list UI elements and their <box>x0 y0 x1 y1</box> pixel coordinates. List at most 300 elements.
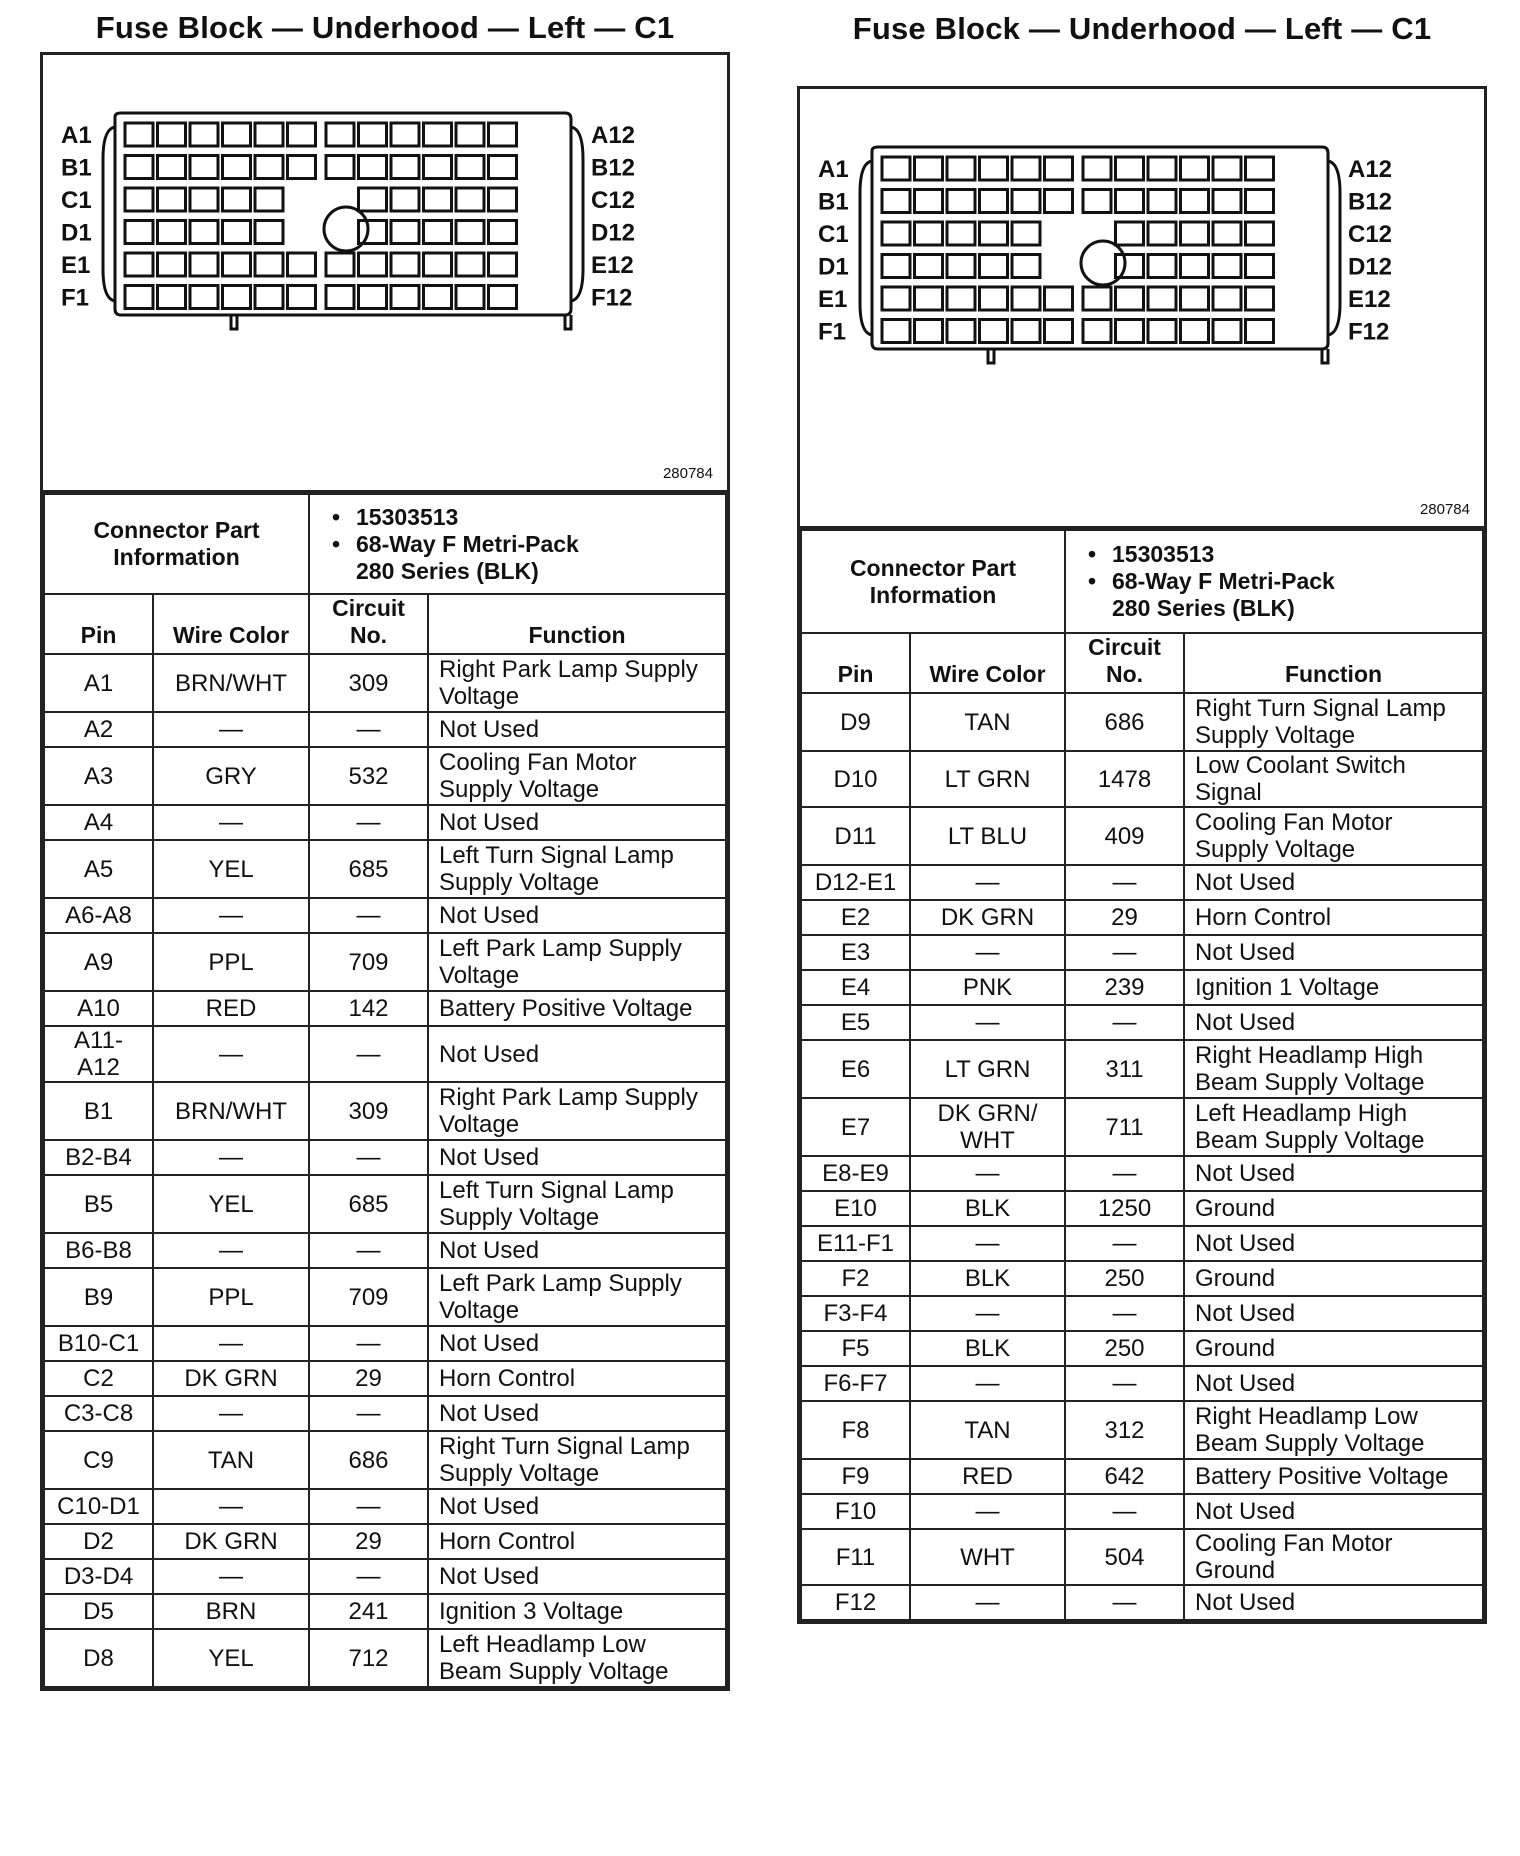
table-row <box>801 1529 1483 1585</box>
right-connector-panel <box>797 0 1487 1856</box>
table-row <box>44 1082 726 1140</box>
pin-cavity <box>882 222 910 245</box>
function-cell: Ignition 3 Voltage <box>428 1594 726 1629</box>
pin-cavity <box>947 287 975 310</box>
circuit-no-cell: — <box>1065 1005 1184 1040</box>
left-connector-info <box>309 494 726 594</box>
pin-cavity <box>456 221 484 244</box>
circuit-no-cell: — <box>1065 865 1184 900</box>
pin-cavity <box>1012 157 1040 180</box>
function-cell: Not Used <box>1184 935 1483 970</box>
function-cell: Not Used <box>1184 865 1483 900</box>
function-cell: Not Used <box>428 1140 726 1175</box>
connector-key <box>565 315 571 329</box>
pin-cavity <box>190 188 218 211</box>
pin-cavity <box>915 287 943 310</box>
function-cell: Not Used <box>1184 1494 1483 1529</box>
function-cell: Not Used <box>428 1489 726 1524</box>
table-row <box>801 1585 1483 1620</box>
pin-cavity <box>489 253 517 276</box>
pin-cell: F9 <box>801 1459 910 1494</box>
pin-cavity <box>158 286 186 309</box>
row-label-right: A12 <box>1348 156 1393 183</box>
right-figure-id: 280784 <box>1419 501 1470 518</box>
pin-cavity <box>326 123 354 146</box>
pin-cavity <box>190 253 218 276</box>
right-connector-diagram <box>800 89 1484 529</box>
table-row <box>44 840 726 898</box>
pin-cell: A9 <box>44 933 153 991</box>
pin-cavity <box>980 320 1008 343</box>
pin-cavity <box>326 253 354 276</box>
pin-cavity <box>424 123 452 146</box>
function-cell: Horn Control <box>428 1524 726 1559</box>
connector-left-latch <box>103 127 115 301</box>
pin-cavity <box>915 255 943 278</box>
pin-cavity <box>882 255 910 278</box>
function-cell: Not Used <box>428 1396 726 1431</box>
pin-cavity <box>1116 157 1144 180</box>
function-cell: Ground <box>1184 1191 1483 1226</box>
wire-color-cell: YEL <box>153 1629 309 1687</box>
wire-color-cell: DK GRN <box>153 1361 309 1396</box>
pin-cavity <box>255 188 283 211</box>
function-cell: Low Coolant Switch Signal <box>1184 751 1483 807</box>
circuit-no-cell: — <box>1065 1585 1184 1620</box>
right-header-wire-color: Wire Color <box>910 633 1065 693</box>
wire-color-cell: BLK <box>910 1331 1065 1366</box>
pin-cavity <box>391 286 419 309</box>
pin-cavity <box>489 188 517 211</box>
pin-cell: F3-F4 <box>801 1296 910 1331</box>
pin-cell: E4 <box>801 970 910 1005</box>
pin-cavity <box>947 157 975 180</box>
pin-cavity <box>255 123 283 146</box>
table-row <box>801 751 1483 807</box>
wire-color-cell: GRY <box>153 747 309 805</box>
pin-cell: A5 <box>44 840 153 898</box>
circuit-no-cell: 711 <box>1065 1098 1184 1156</box>
circuit-no-cell: — <box>309 712 428 747</box>
table-row <box>801 1226 1483 1261</box>
table-row <box>44 1175 726 1233</box>
pin-cavity <box>391 123 419 146</box>
right-header-circuit-no: Circuit No. <box>1065 633 1184 693</box>
circuit-no-cell: — <box>309 1326 428 1361</box>
table-row <box>801 1005 1483 1040</box>
pin-cavity <box>1012 255 1040 278</box>
row-label-left: A1 <box>61 122 92 149</box>
pin-cell: B2-B4 <box>44 1140 153 1175</box>
pin-cavity <box>1116 320 1144 343</box>
circuit-no-cell: 29 <box>309 1524 428 1559</box>
circuit-no-cell: — <box>309 805 428 840</box>
wire-color-cell: TAN <box>910 693 1065 751</box>
pin-cavity <box>223 123 251 146</box>
row-label-left: D1 <box>61 219 92 247</box>
function-cell: Not Used <box>428 898 726 933</box>
function-cell: Right Headlamp High Beam Supply Voltage <box>1184 1040 1483 1098</box>
pin-cell: B9 <box>44 1268 153 1326</box>
row-label-right: D12 <box>1348 253 1393 281</box>
left-connector-panel <box>40 0 730 1856</box>
pin-cavity <box>947 190 975 213</box>
function-cell: Cooling Fan Motor Supply Voltage <box>428 747 726 805</box>
center-alignment-hole <box>324 207 368 251</box>
pin-cavity <box>359 221 387 244</box>
pin-cavity <box>882 157 910 180</box>
function-cell: Battery Positive Voltage <box>428 991 726 1026</box>
pin-cavity <box>1045 190 1073 213</box>
pin-cavity <box>223 188 251 211</box>
pin-cavity <box>882 190 910 213</box>
pin-cell: B5 <box>44 1175 153 1233</box>
pin-cavity <box>456 156 484 179</box>
function-cell: Not Used <box>1184 1005 1483 1040</box>
wire-color-cell: BLK <box>910 1261 1065 1296</box>
row-label-right: E12 <box>591 252 634 279</box>
wire-color-cell: BLK <box>910 1191 1065 1226</box>
pin-cell: E2 <box>801 900 910 935</box>
pin-cavity <box>1181 287 1209 310</box>
pin-cell: E5 <box>801 1005 910 1040</box>
circuit-no-cell: 409 <box>1065 807 1184 865</box>
row-label-left: B1 <box>818 188 849 216</box>
circuit-no-cell: — <box>309 898 428 933</box>
pin-cavity <box>456 253 484 276</box>
pin-cell: E10 <box>801 1191 910 1226</box>
pin-cavity <box>915 222 943 245</box>
pin-cell: D8 <box>44 1629 153 1687</box>
table-row <box>44 1629 726 1687</box>
right-connector-series-text: 280 Series (BLK) <box>1112 595 1295 621</box>
wire-color-cell: — <box>153 805 309 840</box>
wire-color-cell: LT GRN <box>910 1040 1065 1098</box>
row-label-right: A12 <box>591 122 636 149</box>
pin-cell: D11 <box>801 807 910 865</box>
wire-color-cell: — <box>910 1226 1065 1261</box>
wire-color-cell: TAN <box>910 1401 1065 1459</box>
pin-cavity <box>980 222 1008 245</box>
pin-cell: A11-A12 <box>44 1026 153 1082</box>
pin-cavity <box>489 156 517 179</box>
function-cell: Not Used <box>1184 1226 1483 1261</box>
connector-key <box>231 315 237 329</box>
pin-cavity <box>1012 190 1040 213</box>
pin-cavity <box>947 255 975 278</box>
pin-cavity <box>1083 320 1111 343</box>
pin-cavity <box>125 188 153 211</box>
wire-color-cell: — <box>910 1366 1065 1401</box>
pin-cavity <box>980 255 1008 278</box>
table-row <box>44 1559 726 1594</box>
wire-color-cell: — <box>153 1326 309 1361</box>
pin-cavity <box>1213 320 1241 343</box>
function-cell: Not Used <box>428 1026 726 1082</box>
pin-cavity <box>1181 190 1209 213</box>
function-cell: Not Used <box>428 1559 726 1594</box>
wire-color-cell: LT GRN <box>910 751 1065 807</box>
pin-cell: F5 <box>801 1331 910 1366</box>
row-label-right: B12 <box>1348 188 1393 216</box>
pin-cavity <box>125 156 153 179</box>
connector-right-latch <box>1328 161 1340 335</box>
table-row <box>44 1326 726 1361</box>
table-row <box>44 1524 726 1559</box>
pin-cell: F12 <box>801 1585 910 1620</box>
table-row <box>44 805 726 840</box>
wire-color-cell: — <box>910 935 1065 970</box>
function-cell: Not Used <box>1184 1156 1483 1191</box>
table-row <box>801 900 1483 935</box>
pin-cavity <box>125 123 153 146</box>
pin-cavity <box>391 188 419 211</box>
right-panel-title: Fuse Block — Underhood — Left — C1 <box>852 11 1432 46</box>
table-row <box>801 1494 1483 1529</box>
circuit-no-cell: 309 <box>309 1082 428 1140</box>
pin-cell: C2 <box>44 1361 153 1396</box>
circuit-no-cell: 1250 <box>1065 1191 1184 1226</box>
wire-color-cell: — <box>910 1156 1065 1191</box>
table-row <box>44 991 726 1026</box>
function-cell: Cooling Fan Motor Supply Voltage <box>1184 807 1483 865</box>
wire-color-cell: DK GRN <box>910 900 1065 935</box>
pin-cell: E3 <box>801 935 910 970</box>
wire-color-cell: — <box>153 1026 309 1082</box>
wire-color-cell: — <box>153 1396 309 1431</box>
circuit-no-cell: 685 <box>309 840 428 898</box>
right-connector-face-drawing <box>800 89 1484 526</box>
circuit-no-cell: 250 <box>1065 1331 1184 1366</box>
circuit-no-cell: 642 <box>1065 1459 1184 1494</box>
circuit-no-cell: 712 <box>309 1629 428 1687</box>
function-cell: Not Used <box>428 712 726 747</box>
wire-color-cell: PPL <box>153 933 309 991</box>
pin-cavity <box>190 221 218 244</box>
pin-cavity <box>489 123 517 146</box>
pin-cavity <box>223 156 251 179</box>
function-cell: Ground <box>1184 1331 1483 1366</box>
right-connector-info-label: Connector Part Information <box>801 530 1065 633</box>
function-cell: Not Used <box>1184 1585 1483 1620</box>
left-header-circuit-no: Circuit No. <box>309 594 428 654</box>
row-label-left: F1 <box>61 284 90 312</box>
function-cell: Left Headlamp High Beam Supply Voltage <box>1184 1098 1483 1156</box>
circuit-no-cell: 29 <box>1065 900 1184 935</box>
circuit-no-cell: — <box>1065 1366 1184 1401</box>
function-cell: Left Park Lamp Supply Voltage <box>428 933 726 991</box>
table-row <box>44 654 726 712</box>
table-row <box>801 935 1483 970</box>
pin-cavity <box>1246 287 1274 310</box>
pin-cavity <box>125 286 153 309</box>
pin-cavity <box>223 221 251 244</box>
pin-cavity <box>489 221 517 244</box>
pin-cavity <box>424 253 452 276</box>
pin-cavity <box>1116 190 1144 213</box>
function-cell: Ground <box>1184 1261 1483 1296</box>
row-label-left: C1 <box>818 221 849 248</box>
pin-cavity <box>223 253 251 276</box>
pin-cavity <box>1148 320 1176 343</box>
circuit-no-cell: 686 <box>1065 693 1184 751</box>
pin-cavity <box>158 253 186 276</box>
table-row <box>44 747 726 805</box>
table-row <box>801 865 1483 900</box>
function-cell: Not Used <box>1184 1296 1483 1331</box>
table-row <box>801 693 1483 751</box>
pin-cavity <box>915 190 943 213</box>
circuit-no-cell: — <box>1065 1494 1184 1529</box>
connector-key <box>988 349 994 363</box>
wire-color-cell: BRN/WHT <box>153 654 309 712</box>
pin-cavity <box>190 123 218 146</box>
table-row <box>801 970 1483 1005</box>
pin-cavity <box>1181 255 1209 278</box>
table-row <box>44 1026 726 1082</box>
function-cell: Right Park Lamp Supply Voltage <box>428 654 726 712</box>
circuit-no-cell: — <box>1065 1226 1184 1261</box>
center-alignment-hole <box>1081 241 1125 285</box>
function-cell: Right Turn Signal Lamp Supply Voltage <box>428 1431 726 1489</box>
left-connector-face-drawing <box>43 55 727 490</box>
table-row <box>801 1401 1483 1459</box>
function-cell: Right Park Lamp Supply Voltage <box>428 1082 726 1140</box>
pin-cavity <box>158 156 186 179</box>
pin-cavity <box>947 222 975 245</box>
table-row <box>801 1366 1483 1401</box>
pin-cavity <box>326 156 354 179</box>
pin-cell: F8 <box>801 1401 910 1459</box>
pin-cavity <box>1213 190 1241 213</box>
pin-cell: C9 <box>44 1431 153 1489</box>
left-pinout-table <box>43 493 727 1688</box>
pin-cell: D5 <box>44 1594 153 1629</box>
pin-cavity <box>1181 222 1209 245</box>
pin-cavity <box>1246 255 1274 278</box>
left-connector-diagram <box>43 55 727 493</box>
pin-cavity <box>255 286 283 309</box>
pin-cavity <box>158 123 186 146</box>
circuit-no-cell: — <box>1065 1296 1184 1331</box>
pin-cell: E11-F1 <box>801 1226 910 1261</box>
pin-cavity <box>489 286 517 309</box>
pin-cavity <box>1012 222 1040 245</box>
pin-cavity <box>1213 255 1241 278</box>
wire-color-cell: LT BLU <box>910 807 1065 865</box>
row-label-left: D1 <box>818 253 849 281</box>
wire-color-cell: — <box>910 865 1065 900</box>
circuit-no-cell: — <box>309 1233 428 1268</box>
pin-cavity <box>125 253 153 276</box>
pin-cavity <box>456 123 484 146</box>
pin-cavity <box>326 286 354 309</box>
wire-color-cell: RED <box>910 1459 1065 1494</box>
row-label-left: F1 <box>818 318 847 346</box>
connector-key <box>1322 349 1328 363</box>
pin-cell: B1 <box>44 1082 153 1140</box>
left-header-wire-color: Wire Color <box>153 594 309 654</box>
pin-cavity <box>288 156 316 179</box>
left-header-function: Function <box>428 594 726 654</box>
row-label-right: D12 <box>591 219 636 247</box>
table-row <box>801 1098 1483 1156</box>
pin-cavity <box>1246 320 1274 343</box>
wire-color-cell: — <box>910 1296 1065 1331</box>
row-label-right: C12 <box>591 187 636 214</box>
pin-cavity <box>359 188 387 211</box>
pin-cell: C3-C8 <box>44 1396 153 1431</box>
pin-cell: C10-D1 <box>44 1489 153 1524</box>
pin-cavity <box>1148 222 1176 245</box>
pin-cavity <box>1116 222 1144 245</box>
function-cell: Left Headlamp Low Beam Supply Voltage <box>428 1629 726 1687</box>
pin-cell: E8-E9 <box>801 1156 910 1191</box>
pin-cavity <box>456 286 484 309</box>
wire-color-cell: — <box>153 1559 309 1594</box>
pin-cavity <box>288 123 316 146</box>
wire-color-cell: TAN <box>153 1431 309 1489</box>
pin-cell: B10-C1 <box>44 1326 153 1361</box>
wire-color-cell: DK GRN/ WHT <box>910 1098 1065 1156</box>
pin-cell: D2 <box>44 1524 153 1559</box>
pin-cavity <box>255 253 283 276</box>
right-frame <box>797 86 1487 1624</box>
left-connector-type <box>356 531 715 585</box>
left-panel-title: Fuse Block — Underhood — Left — C1 <box>95 10 675 45</box>
table-row <box>44 933 726 991</box>
function-cell: Horn Control <box>1184 900 1483 935</box>
circuit-no-cell: — <box>1065 935 1184 970</box>
pin-cavity <box>255 221 283 244</box>
table-row <box>801 807 1483 865</box>
circuit-no-cell: — <box>309 1489 428 1524</box>
circuit-no-cell: 241 <box>309 1594 428 1629</box>
left-header-pin: Pin <box>44 594 153 654</box>
wire-color-cell: — <box>153 1489 309 1524</box>
function-cell: Not Used <box>428 1233 726 1268</box>
pin-cavity <box>915 320 943 343</box>
pin-cell: D10 <box>801 751 910 807</box>
left-connector-info-label: Connector Part Information <box>44 494 309 594</box>
function-cell: Right Turn Signal Lamp Supply Voltage <box>1184 693 1483 751</box>
wire-color-cell: — <box>153 1140 309 1175</box>
pin-cavity <box>1181 157 1209 180</box>
pin-cavity <box>255 156 283 179</box>
pin-cavity <box>190 156 218 179</box>
circuit-no-cell: — <box>309 1140 428 1175</box>
pin-cell: A2 <box>44 712 153 747</box>
pin-cavity <box>1083 190 1111 213</box>
circuit-no-cell: 311 <box>1065 1040 1184 1098</box>
function-cell: Left Park Lamp Supply Voltage <box>428 1268 726 1326</box>
circuit-no-cell: — <box>1065 1156 1184 1191</box>
pin-cavity <box>1116 287 1144 310</box>
function-cell: Cooling Fan Motor Ground <box>1184 1529 1483 1585</box>
row-label-left: A1 <box>818 156 849 183</box>
pin-cavity <box>1246 190 1274 213</box>
pin-cavity <box>1213 157 1241 180</box>
wire-color-cell: — <box>153 898 309 933</box>
circuit-no-cell: 250 <box>1065 1261 1184 1296</box>
table-row <box>44 1489 726 1524</box>
pin-cell: E6 <box>801 1040 910 1098</box>
pin-cavity <box>158 221 186 244</box>
pin-cavity <box>1246 157 1274 180</box>
pin-cell: F2 <box>801 1261 910 1296</box>
pin-cell: F10 <box>801 1494 910 1529</box>
function-cell: Not Used <box>428 1326 726 1361</box>
